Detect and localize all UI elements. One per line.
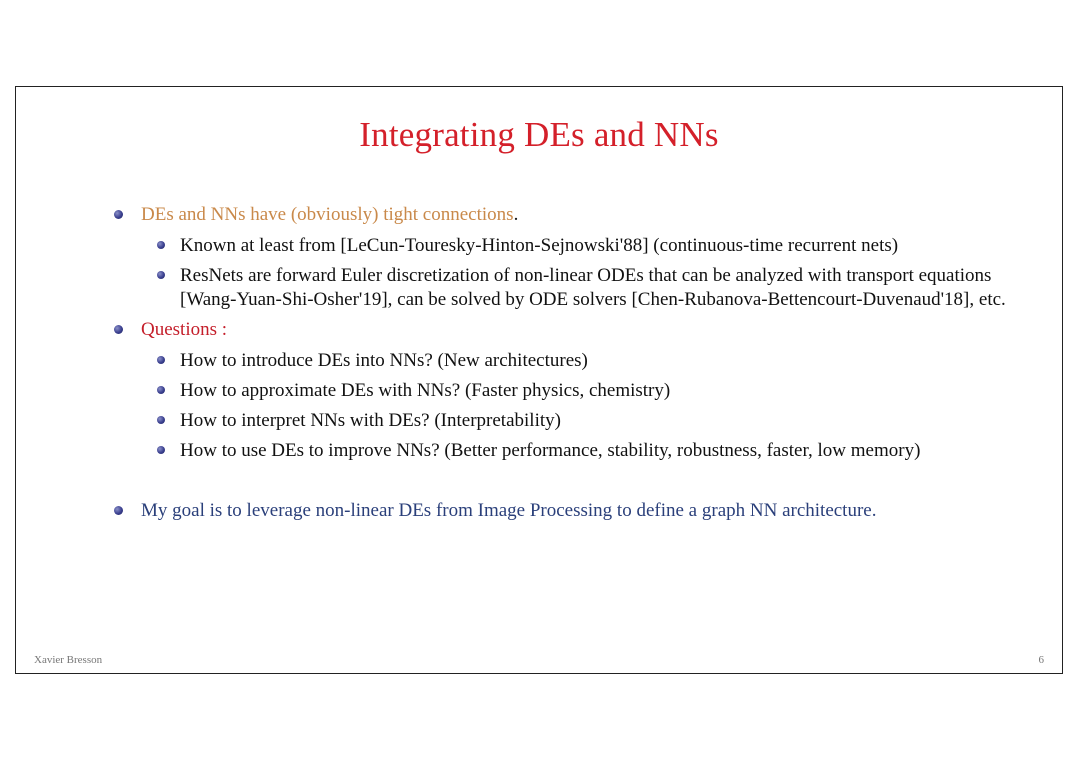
bullet-goal-text: My goal is to leverage non-linear DEs from Image Processing to define a graph NN architecture. [141, 500, 877, 521]
bullet-questions-text: Questions : [141, 319, 228, 340]
sub-bullet-dot-icon [157, 271, 165, 279]
sub-bullet-dot-icon [157, 356, 165, 364]
sub-bullet-dot-icon [157, 416, 165, 424]
sub-bullet-introduce-text: How to introduce DEs into NNs? (New architectures) [180, 350, 588, 371]
bullet-connections-text: DEs and NNs have (obviously) tight connections [141, 204, 514, 225]
slide-content [112, 203, 1012, 523]
sub-bullet-dot-icon [157, 446, 165, 454]
sub-bullet-approximate-text: How to approximate DEs with NNs? (Faster physics, chemistry) [180, 380, 671, 401]
sub-bullet-interpret [112, 409, 1012, 433]
sub-bullet-interpret-text: How to interpret NNs with DEs? (Interpretability) [180, 410, 561, 431]
sub-bullet-dot-icon [157, 241, 165, 249]
sub-bullet-approximate [112, 379, 1012, 403]
slide-title: Integrating DEs and NNs [359, 115, 719, 154]
footer-author: Xavier Bresson [34, 654, 103, 666]
sub-bullet-lecun-text: Known at least from [LeCun-Touresky-Hinton-Sejnowski'88] (continuous-time recurrent nets) [180, 235, 899, 256]
sub-bullet-resnets [112, 264, 1012, 312]
bullet-goal [112, 499, 1012, 523]
bullet-dot-icon [114, 506, 123, 515]
slide-frame [15, 86, 1063, 674]
bullet-questions [112, 318, 1012, 342]
sub-bullet-resnets-text: ResNets are forward Euler discretization of non-linear ODEs that can be analyzed with transport equations [Wang-Yuan-Shi-Osher'19], can be solved by ODE solvers [Chen-Rubanova-Bettencourt-Duvenaud'18], etc. [180, 265, 1006, 310]
bullet-connections [112, 203, 1012, 227]
sub-bullet-improve [112, 439, 1020, 463]
bullet-dot-icon [114, 325, 123, 334]
footer-page-number: 6 [1038, 654, 1044, 666]
sub-bullet-improve-text: How to use DEs to improve NNs? (Better performance, stability, robustness, faster, low memory) [180, 440, 921, 461]
bullet-connections-period: . [513, 204, 519, 225]
sub-bullet-introduce [112, 349, 1012, 373]
bullet-dot-icon [114, 210, 123, 219]
sub-bullet-dot-icon [157, 386, 165, 394]
sub-bullet-lecun [112, 234, 1012, 258]
